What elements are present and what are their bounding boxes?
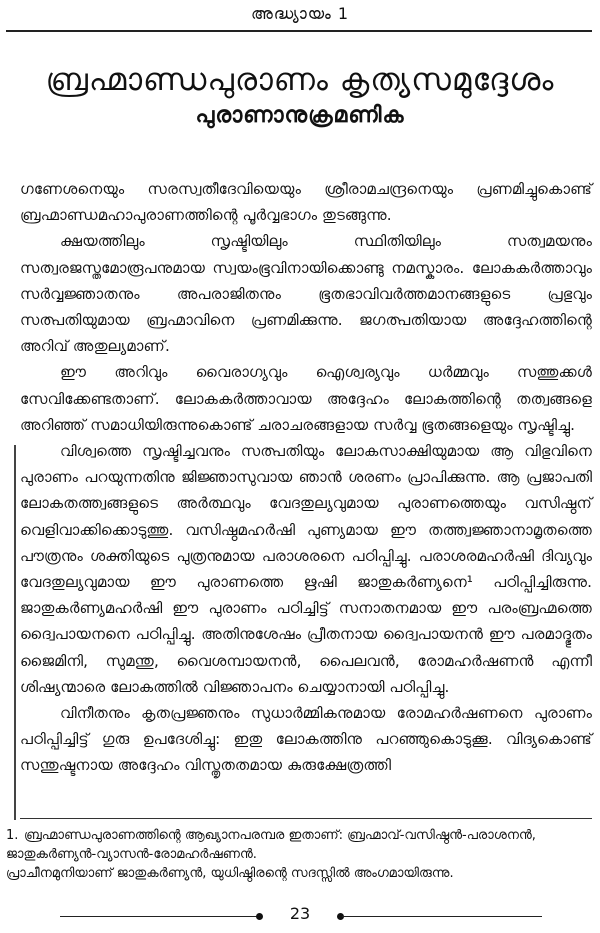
footnote-rule xyxy=(20,818,592,819)
chapter-subtitle: പുരാണാനുക്രമണിക xyxy=(195,103,405,128)
footnote-marker: 1. xyxy=(6,828,19,843)
header-rule xyxy=(6,30,592,32)
paragraph: ക്ഷയത്തിലും സൃഷ്ടിയിലും സ്ഥിതിയിലും സത്വമയനും സത്വരജസ്തമോരൂപനുമായ സ്വയംഭൂവിനായിക്കൊണ്ടു നമസ്കാരം. ലോകകർത്താവും സർവ്വജ്ഞാതനും അപരാജിതനും ഭൂതഭാവിവർത്തമാനങ്ങളുടെ പ്രഭുവും സത്പതിയുമായ ബ്രഹ്മാവിനെ പ്രണമിക്കുന്നു. ജഗത്പതിയായ അദ്ദേഹത്തിന്റെ അറിവ് അതുല്യമാണ്. xyxy=(20,232,592,356)
footer-dot-left xyxy=(256,913,263,920)
footer-line-left xyxy=(60,916,258,917)
paragraph: വിനീതനും കൃതപ്രജ്ഞനും സുധാർമ്മികനുമായ രോമഹർഷണനെ പുരാണം പഠിപ്പിച്ചിട്ട് ഗുരു ഉപദേശിച്ചു: ഇതു ലോകത്തിനു പറഞ്ഞുകൊടുക്കൂ. വിദ്യകൊണ്ട് സന്തുഷ്ടനായ അദ്ദേഹം വിസ്തൃതതമായ കുരുക്ഷേത്രത്തി xyxy=(20,704,592,775)
margin-mark xyxy=(14,445,16,820)
footer-line-right xyxy=(342,916,542,917)
page-footer xyxy=(0,904,600,928)
footnotes xyxy=(6,826,592,883)
running-head: അദ്ധ്യായം 1 xyxy=(250,4,350,23)
body-text xyxy=(20,176,592,779)
paragraph: ഈ അറിവും വൈരാഗ്യവും ഐശ്വര്യവും ധർമ്മവും സത്തുക്കൾ സേവിക്കേണ്ടതാണ്. ലോകകർത്താവായ അദ്ദേഹം ലോകത്തിന്റെ തത്വങ്ങളെ അറിഞ്ഞ് സമാധിയിരുന്നുകൊണ്ട് ചരാചരങ്ങളായ സർവ്വ ഭൂതങ്ങളെയും സൃഷ്ടിച്ചു. xyxy=(20,363,592,434)
paragraph: ഗണേശനെയും സരസ്വതീദേവിയെയും ശ്രീരാമചന്ദ്രനെയും പ്രണമിച്ചുകൊണ്ട് ബ്രഹ്മാണ്ഡമഹാപുരാണത്തിന്റെ പൂർവ്വഭാഗം തുടങ്ങുന്നു. xyxy=(20,180,592,225)
footnote-text: ബ്രഹ്മാണ്ഡപുരാണത്തിന്റെ ആഖ്യാനപരമ്പര ഇതാണ്: ബ്രഹ്മാവ്-വസിഷ്ഠൻ-പരാശനൻ, ജാതുകർണ്യൻ-വ്യാസൻ-രോമഹർഷണൻ. xyxy=(6,828,536,862)
footnote xyxy=(6,826,592,864)
paragraph: വിശ്വത്തെ സൃഷ്ടിച്ചവനും സത്പതിയും ലോകസാക്ഷിയുമായ ആ വിഭുവിനെ പുരാണം പറയുന്നതിനു ജിജ്ഞാസുവായ ഞാൻ ശരണം പ്രാപിക്കുന്നു. ആ പ്രജാപതി ലോകതത്ത്വങ്ങളുടെ അർത്ഥവും വേദതുല്യവുമായ പുരാണത്തെയും വസിഷ്ഠന് വെളിവാക്കിക്കൊടുത്തു. വസിഷ്ഠമഹർഷി പുണ്യമായ ഈ തത്ത്വജ്ഞാനാമൃതത്തെ പൗത്രനും ശക്തിയുടെ പുത്രനുമായ പരാശരനെ പഠിപ്പിച്ചു. പരാശരമഹർഷി ദിവ്യവും വേദതുല്യവുമായ ഈ പുരാണത്തെ ഋഷി ജാതുകർണ്യനെ¹ പഠിപ്പിച്ചിരുന്നു. ജാതുകർണ്യമഹർഷി ഈ പുരാണം പഠിച്ചിട്ട് സനാതനമായ ഈ പരംബ്രഹ്മത്തെ ദ്വൈപായനനെ പഠിപ്പിച്ചു. അതിനുശേഷം പ്രീതനായ ദ്വൈപായനൻ ഈ പരമാദ്ഭുതം ജൈമിനി, സുമന്തു, വൈശമ്പായനൻ, പൈലവൻ, രോമഹർഷണൻ എന്നീ ശിഷ്യന്മാരെ ലോകത്തിൽ വിജ്ഞാപനം ചെയ്യാനായി പഠിപ്പിച്ചു. xyxy=(20,442,592,696)
chapter-title: ബ്രഹ്മാണ്ഡപുരാണം കൃത്യസമുദ്ദേശം xyxy=(45,62,555,98)
page-number: 23 xyxy=(289,904,311,923)
footnote-continuation: പ്രാചീനമുനിയാണ് ജാതുകർണ്യൻ, യുധിഷ്ഠിരന്റെ സദസ്സിൽ അംഗമായിരുന്നു. xyxy=(6,866,454,881)
